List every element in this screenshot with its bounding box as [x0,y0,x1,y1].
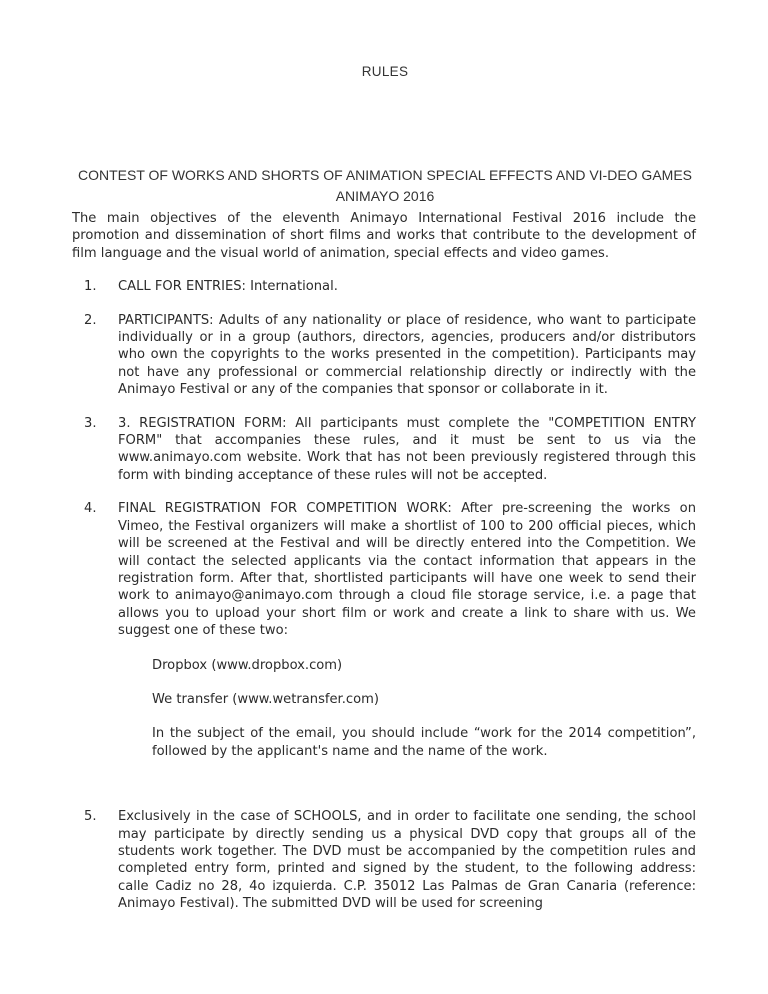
list-item [72,312,696,399]
list-item [72,415,696,485]
list-item-text: FINAL REGISTRATION FOR COMPETITION WORK: After pre-screening the works on Vimeo, the Festival organizers will make a shortlist of 100 to 200 official pieces, which will be screened at the Festival and will be directly entered into the Competition. We will contact the selected applicants via the contact information that appears in the registration form. After that, shortlisted participants will have one week to send their work to animayo@animayo.com through a cloud file storage service, i.e. a page that allows you to upload your short film or work and create a link to share with us. We suggest one of these two: [118,501,696,639]
list-item-marker: 3. [84,415,97,431]
list-item-marker: 5. [84,809,97,825]
document-body [72,210,696,913]
list-item-marker: 4. [84,501,97,517]
storage-service-dropbox: Dropbox (www.dropbox.com) [152,657,343,673]
storage-services-block [118,657,696,761]
list-item-text: 3. REGISTRATION FORM: All participants must complete the "COMPETITION ENTRY FORM" that accompanies these rules, and it must be sent to us via the www.animayo.com website. Work that has not been previously registered through this form with binding acceptance of these rules will not be accepted. [118,415,696,483]
storage-service-wetransfer: We transfer (www.wetransfer.com) [152,691,379,707]
rules-list [72,278,696,912]
email-subject-instructions: In the subject of the email, you should include “work for the 2014 competition”, followed by the applicant's name and the name of the work. [152,726,696,759]
list-item-marker: 1. [84,279,97,295]
list-item-marker: 2. [84,312,97,328]
list-item-text: PARTICIPANTS: Adults of any nationality or place of residence, who want to participate individually or in a group (authors, directors, agencies, producers and/or distributors who own the copyrights to the works presented in the competition). Participants may not have any professional or commercial relationship directly or indirectly with the Animayo Festival or any of the companies that sponsor or collaborate in it. [118,312,696,398]
list-item [72,500,696,760]
section-heading: CONTEST OF WORKS AND SHORTS OF ANIMATION SPECIAL EFFECTS AND VI-DEO GAMES ANIMAYO 2016 [77,167,692,204]
list-item [72,278,696,295]
list-item-text: CALL FOR ENTRIES: International. [118,279,338,295]
page-title: RULES [361,64,409,79]
list-item-text: Exclusively in the case of SCHOOLS, and in order to facilitate one sending, the school may participate by directly sending us a physical DVD copy that groups all of the students work together. The DVD must be accompanied by the competition rules and completed entry form, printed and signed by the student, to the following address: calle Cadiz no 28, 4o izquierda. C.P. 35012 Las Palmas de Gran Canaria (reference: Animayo Festival). The submitted DVD will be used for screening [118,809,696,912]
list-item [72,808,696,912]
intro-paragraph: The main objectives of the eleventh Animayo International Festival 2016 include the promotion and dissemination of short films and works that contribute to the development of film language and the visual world of animation, special effects and video games. [72,211,696,261]
section-spacer [72,760,696,792]
